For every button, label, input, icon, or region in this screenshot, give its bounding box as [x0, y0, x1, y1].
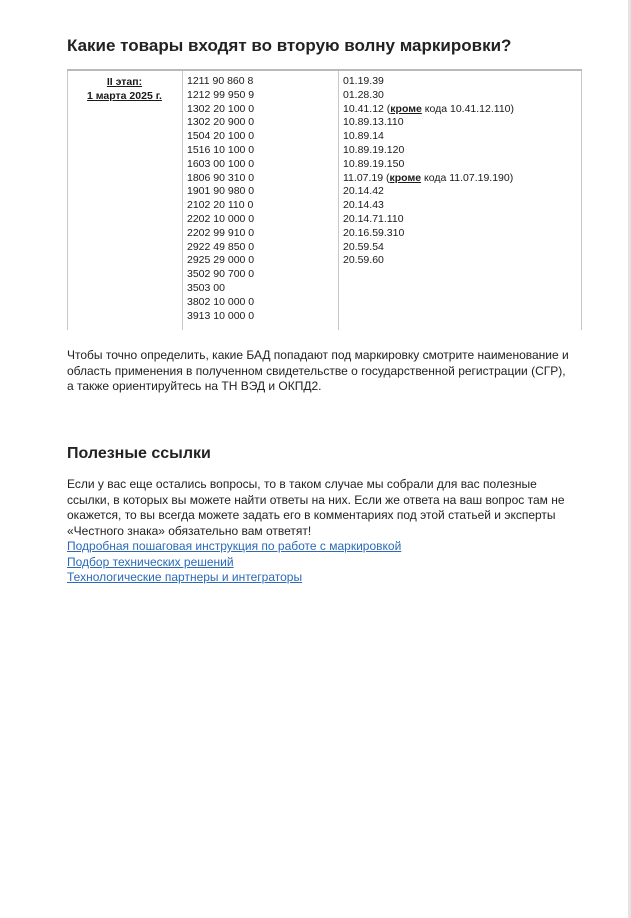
- okpd2-code-value: 20.14.42: [343, 185, 384, 198]
- tnved-code: 1504 20 100 0: [187, 130, 255, 143]
- tnved-code: 1211 90 860 8: [187, 75, 254, 87]
- okpd2-code: [343, 213, 514, 227]
- okpd2-code-value: 11.07.19: [343, 171, 384, 184]
- okpd2-code: [343, 130, 514, 144]
- okpd2-code-value: 01.28.30: [343, 88, 384, 101]
- okpd2-code: [343, 116, 514, 130]
- tnved-code: 2925 29 000 0: [187, 254, 255, 267]
- tnved-codes-column: [187, 75, 254, 323]
- table-border-left: [67, 71, 68, 330]
- link-technical-solutions[interactable]: Подбор технических решений: [67, 554, 234, 569]
- tnved-code: 1302 20 900 0: [187, 116, 255, 129]
- tnved-code: 1806 90 310 0: [187, 171, 255, 184]
- okpd2-code-value: 20.59.54: [343, 240, 384, 253]
- okpd2-code-value: 20.59.60: [343, 254, 384, 267]
- okpd2-code: [343, 158, 514, 172]
- tnved-code: 3502 90 700 0: [187, 268, 255, 281]
- tnved-code: 1516 10 100 0: [187, 143, 255, 156]
- useful-links-heading: Полезные ссылки: [67, 445, 211, 462]
- tnved-code: 3802 10 000 0: [187, 295, 255, 308]
- okpd2-code-value: 10.89.19.120: [343, 143, 405, 156]
- okpd2-code-value: 10.89.19.150: [343, 157, 405, 170]
- tnved-code: 2102 20 110 0: [187, 199, 254, 212]
- okpd2-codes-column: [343, 75, 514, 268]
- okpd2-code-value: 10.89.13.110: [343, 116, 404, 129]
- okpd2-note-rest: кода 11.07.19.190): [421, 171, 514, 184]
- okpd2-code-value: 01.19.39: [343, 75, 384, 87]
- okpd2-code-value: 10.89.14: [343, 130, 384, 143]
- useful-links-intro: [67, 477, 587, 539]
- okpd2-code: [343, 89, 514, 103]
- okpd2-code: [343, 199, 514, 213]
- okpd2-code: [343, 103, 514, 117]
- stage-date: 1 марта 2025 г.: [87, 90, 162, 102]
- stage-cell: [67, 75, 182, 103]
- okpd2-code: [343, 227, 514, 241]
- section-heading-second-wave: Какие товары входят во вторую волну маркировки?: [67, 36, 512, 55]
- paragraph-line: а также ориентируйтесь на ТН ВЭД и ОКПД2.: [67, 379, 322, 393]
- okpd2-code: [343, 172, 514, 186]
- link-technology-partners[interactable]: Технологические партнеры и интеграторы: [67, 570, 303, 584]
- table-divider-1: [182, 71, 183, 330]
- tnved-code: 1212 99 950 9: [187, 88, 255, 101]
- useful-links-list: [67, 539, 401, 586]
- okpd2-code-value: 20.14.43: [343, 199, 384, 212]
- okpd2-code: [343, 254, 514, 268]
- link-step-by-step-instruction[interactable]: Подробная пошаговая инструкция по работе с маркировкой: [67, 539, 402, 553]
- okpd2-code: [343, 75, 514, 89]
- tnved-code: 1901 90 980 0: [187, 185, 255, 198]
- okpd2-code: [343, 185, 514, 199]
- paragraph-line: Если у вас еще остались вопросы, то в таком случае мы собрали для вас полезные: [67, 477, 537, 491]
- tnved-code: 2202 99 910 0: [187, 226, 255, 239]
- paragraph-line: окажется, то вы всегда можете задать его в комментариях под этой статьей и эксперты: [67, 508, 556, 522]
- okpd2-code: [343, 144, 514, 158]
- tnved-code: 1603 00 100 0: [187, 157, 255, 170]
- okpd2-except-word: кроме: [389, 171, 422, 184]
- okpd2-code-value: 20.14.71.110: [343, 212, 404, 225]
- tnved-code: 2922 49 850 0: [187, 240, 255, 253]
- table-border-right: [581, 71, 582, 330]
- okpd2-code-value: 10.41.12: [343, 102, 384, 115]
- okpd2-except-word: кроме: [390, 102, 422, 115]
- paragraph-line: Чтобы точно определить, какие БАД попадают под маркировку смотрите наименование и: [67, 348, 569, 362]
- bad-definition-paragraph: [67, 348, 587, 395]
- okpd2-note-open: (: [383, 102, 391, 115]
- okpd2-code: [343, 241, 514, 255]
- tnved-code: 1302 20 100 0: [187, 102, 255, 115]
- okpd2-code-value: 20.16.59.310: [343, 226, 405, 239]
- tnved-code: 3913 10 000 0: [187, 309, 255, 322]
- tnved-code: 3503 00: [187, 281, 225, 294]
- paragraph-line: область применения в полученном свидетельстве о государственной регистрации (СГР),: [67, 363, 566, 378]
- table-top-border: [67, 69, 582, 71]
- paragraph-line: ссылки, в которых вы можете найти ответы на них. Если же ответа на ваш вопрос там не: [67, 492, 565, 507]
- paragraph-line: «Честного знака» обязательно вам ответят!: [67, 523, 312, 538]
- okpd2-note-rest: кода 10.41.12.110): [421, 102, 515, 115]
- tnved-code: 2202 10 000 0: [187, 212, 255, 225]
- marking-codes-table: [67, 69, 582, 330]
- okpd2-note-open: (: [383, 171, 390, 184]
- table-divider-2: [338, 71, 339, 330]
- stage-label: II этап:: [106, 76, 143, 88]
